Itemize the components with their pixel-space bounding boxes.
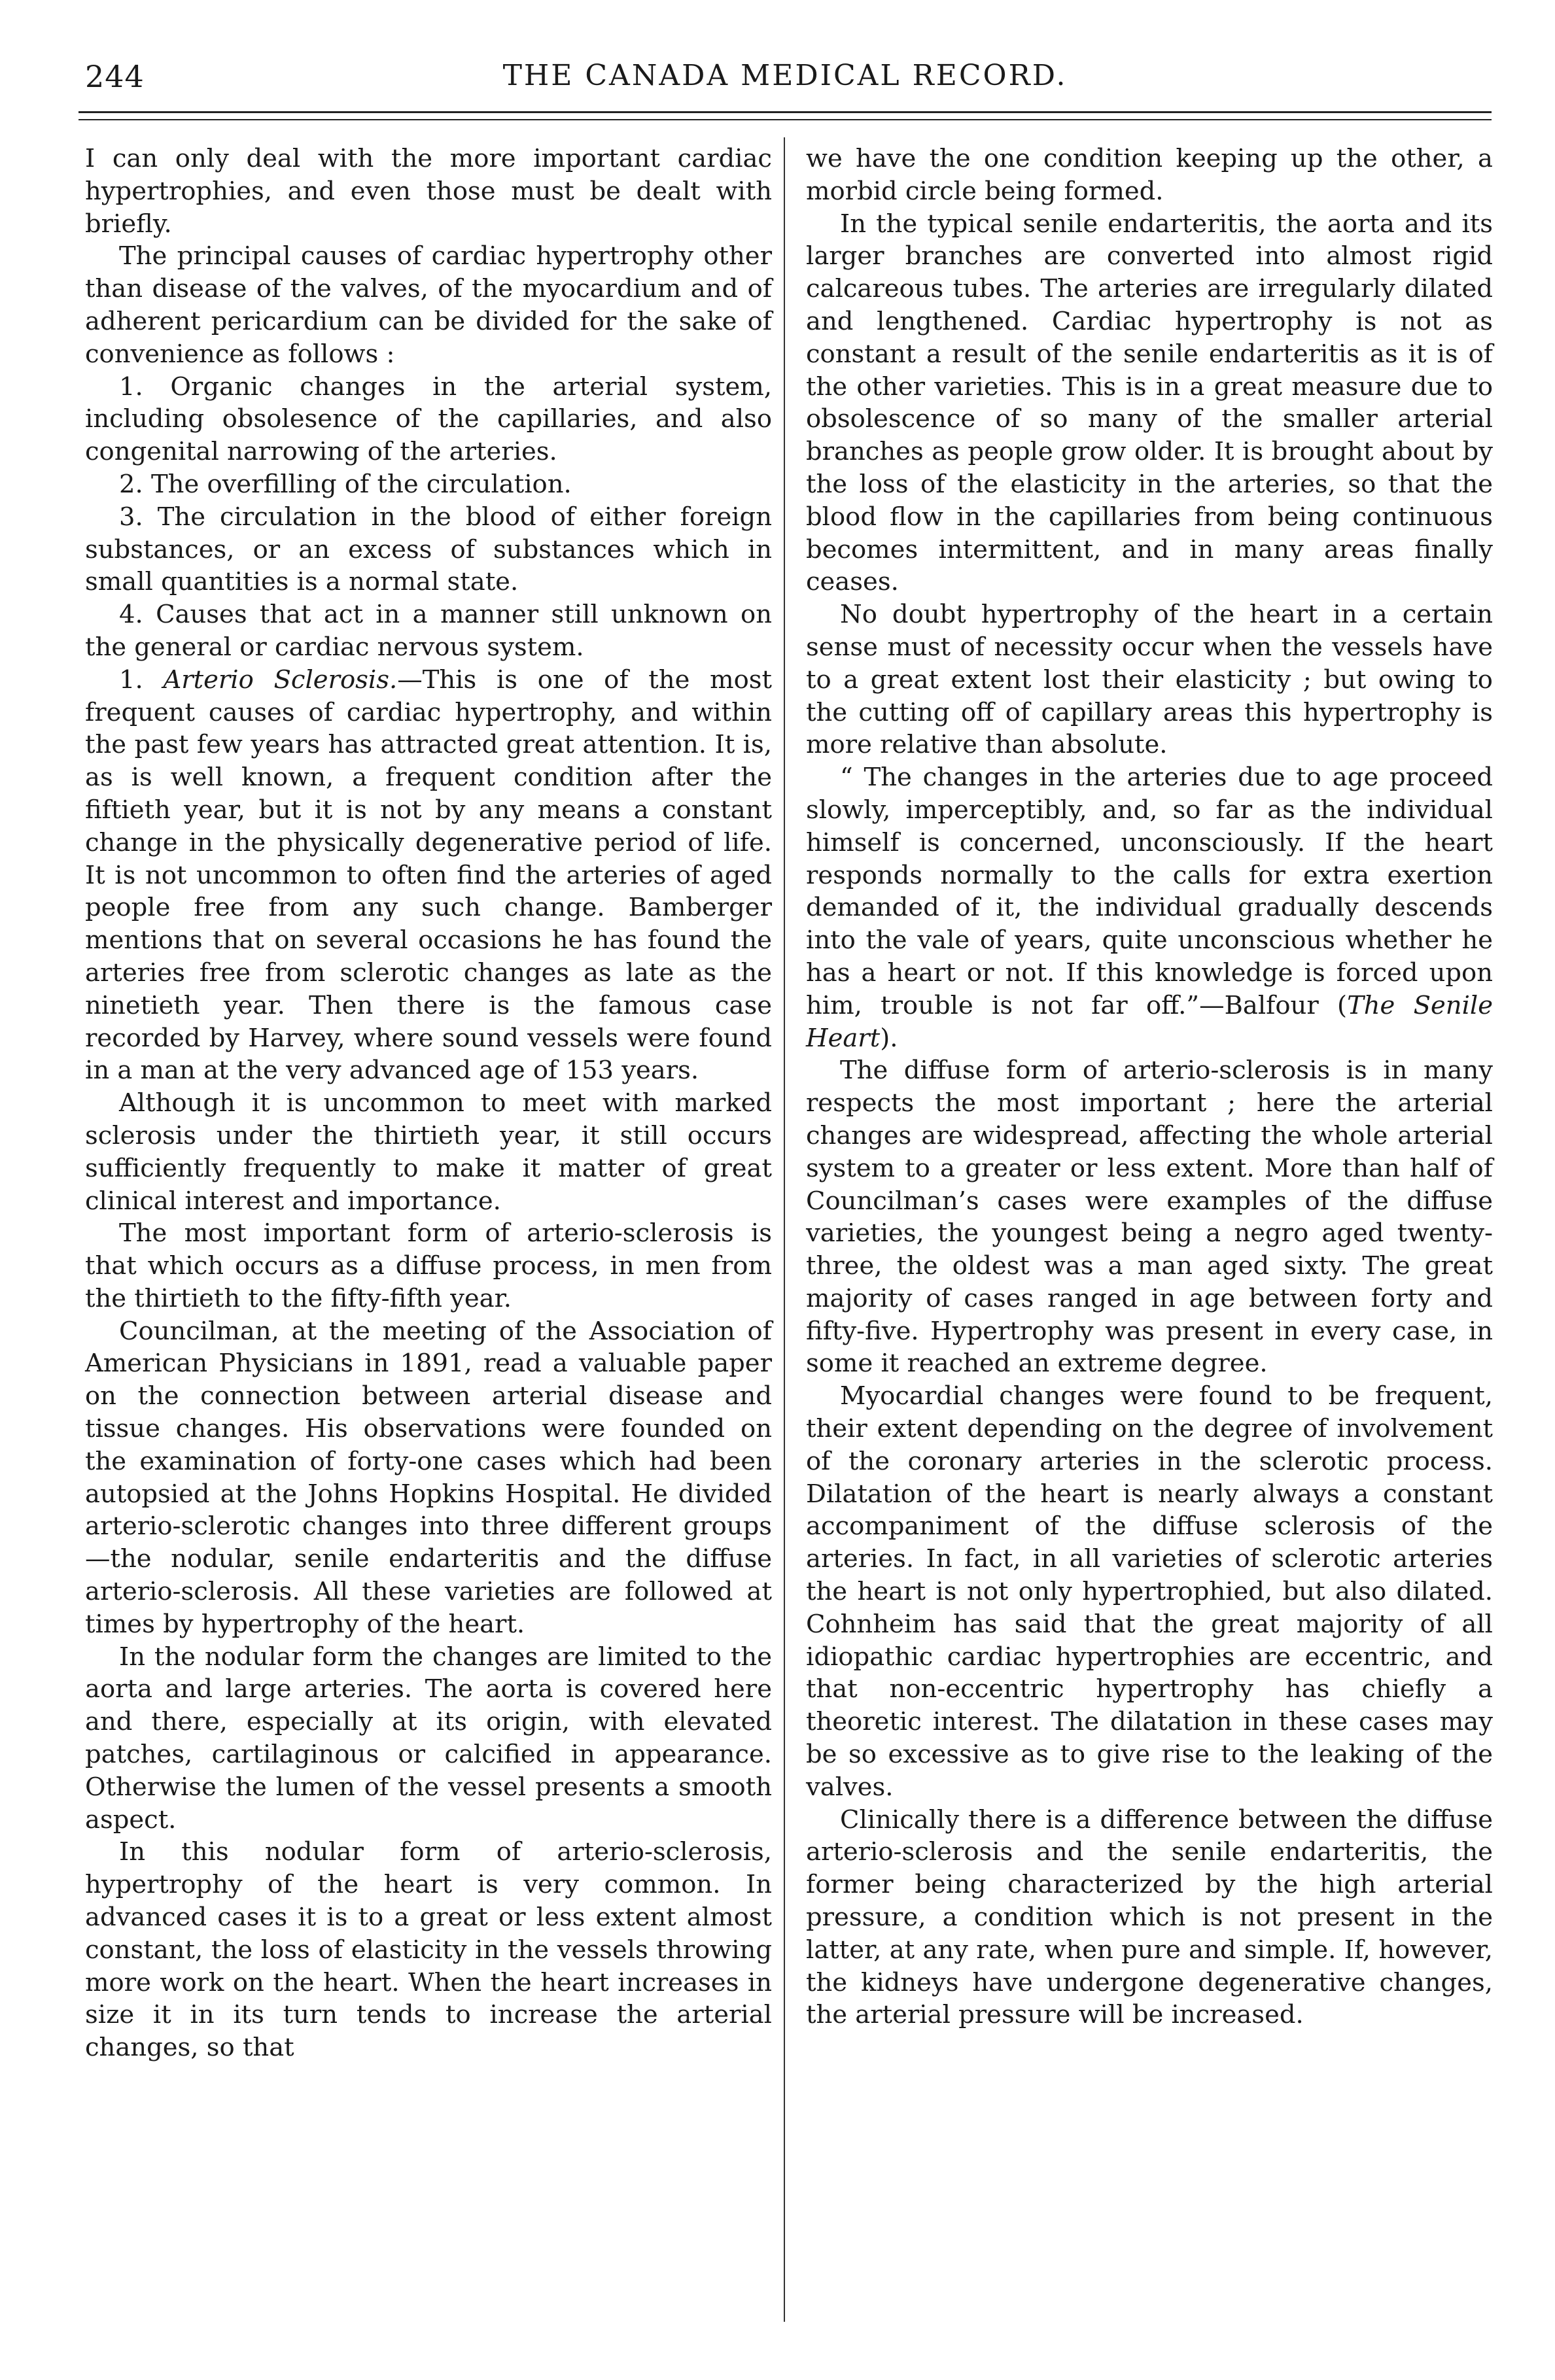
page-header bbox=[79, 59, 1492, 118]
paragraph: Clinically there is a difference between the diffuse arterio-sclerosis and the senile endarteritis, the former being characterized by the high arterial pressure, a condition which is not present in the latter, at any rate, when pure and simple. If, however, the kidneys have undergone degenerative changes, the arterial pressure will be increased. bbox=[806, 1804, 1493, 2030]
running-title: THE CANADA MEDICAL RECORD. bbox=[502, 59, 1068, 92]
paragraph: In the nodular form the changes are limited to the aorta and large arteries. The aorta is covered here and there, especially at its origin, with elevated patches, cartilaginous or calcified in appearance. Otherwise the lumen of the vessel presents a smooth aspect. bbox=[85, 1642, 772, 1835]
paragraph: No doubt hypertrophy of the heart in a certain sense must of necessity occur when the vessels have to a great extent lost their elasticity ; but owing to the cutting off of capillary areas this hypertrophy is more relative than absolute. bbox=[806, 600, 1493, 760]
left-column bbox=[85, 143, 772, 2064]
paragraph: The principal causes of cardiac hypertrophy other than disease of the valves, of the myocardium and of adherent pericardium can be divided for the sake of convenience as follows : bbox=[85, 241, 772, 369]
paragraph: The diffuse form of arterio-sclerosis is in many respects the most important ; here the arterial changes are widespread, affecting the whole arterial system to a greater or less extent. More than half of Councilman’s cases were examples of the diffuse varieties, the youngest being a negro aged twenty-three, the oldest was a man aged sixty. The great majority of cases ranged in age between forty and fifty-five. Hypertrophy was present in every case, in some it reached an extreme degree. bbox=[806, 1056, 1493, 1379]
cited-title: The Senile Heart bbox=[806, 990, 1493, 1053]
paragraph bbox=[806, 761, 1493, 1054]
paragraph: 1. Arterio Sclerosis.—This is one of the most frequent causes of cardiac hypertrophy, and within the past few years has attracted great attention. It is, as is well known, a frequent condition after the fiftieth year, but it is not by any means a constant change in the physically degenerative period of life. It is not uncommon to often find the arteries of aged people free from any such change. Bamberger mentions that on several occasions he has found the arteries free from sclerotic changes as late as the ninetieth year. Then there is the famous case recorded by Harvey, where sound vessels were found in a man at the very advanced age of 153 years. bbox=[85, 664, 772, 1086]
paragraph: we have the one condition keeping up the other, a morbid circle being formed. bbox=[806, 144, 1493, 206]
paragraph: In the typical senile endarteritis, the aorta and its larger branches are converted into almost rigid calcareous tubes. The arteries are irregularly dilated and lengthened. Cardiac hypertrophy is not as constant a result of the senile endarteritis as it is of the other varieties. This is in a great measure due to obsolescence of so many of the smaller arterial branches as people grow older. It is brought about by the loss of the elasticity in the arteries, so that the blood flow in the capillaries from being continuous becomes intermittent, and in many areas finally ceases. bbox=[806, 209, 1493, 597]
quotation-close: ). bbox=[880, 1023, 898, 1053]
paragraph-text: —This is one of the most frequent causes of cardiac hypertrophy, and within the past few years has attracted great attention. It is, as is well known, a frequent condition after the fiftieth year, but it is not by any means a constant change in the physically degenerative period of life. It is not uncommon to often find the arteries of aged people free from any such change. Bamberger mentions that on several occasions he has found the arteries free from sclerotic changes as late as the ninetieth year. Then there is the famous case recorded by Harvey, where sound vessels were found in a man at the very advanced age of 153 years. bbox=[85, 664, 772, 1086]
paragraph: 2. The overfilling of the circulation. bbox=[119, 469, 572, 499]
paragraph: In this nodular form of arterio-sclerosis, hypertrophy of the heart is very common. In advanced cases it is to a great or less extent almost constant, the loss of elasticity in the vessels throwing more work on the heart. When the heart increases in size it in its turn tends to increase the arterial changes, so that bbox=[85, 1837, 772, 2063]
paragraph: Councilman, at the meeting of the Association of American Physicians in 1891, read a valuable paper on the connection between arterial disease and tissue changes. His observations were founded on the examination of forty-one cases which had been autopsied at the Johns Hopkins Hospital. He divided arterio-sclerotic changes into three different groups—the nodular, senile endarteritis and the diffuse arterio-sclerosis. All these varieties are followed at times by hypertrophy of the heart. bbox=[85, 1316, 772, 1639]
quotation-text: “ The changes in the arteries due to age proceed slowly, imperceptibly, and, so far as the individual himself is concerned, unconsciously. If the heart responds normally to the calls for extra exertion demanded of it, the individual gradually descends into the vale of years, quite unconscious whether he has a heart or not. If this knowledge is forced upon him, trouble is not far off.”—Balfour ( bbox=[806, 763, 1493, 1020]
right-column bbox=[806, 143, 1493, 2031]
header-rule-bottom bbox=[79, 119, 1492, 120]
paragraph: 4. Causes that act in a manner still unknown on the general or cardiac nervous system. bbox=[85, 600, 772, 662]
paragraph: 1. Organic changes in the arterial system, including obsolesence of the capillaries, and also congenital narrowing of the arteries. bbox=[85, 371, 772, 467]
paragraph: Myocardial changes were found to be frequent, their extent depending on the degree of involvement of the coronary arteries in the sclerotic process. Dilatation of the heart is nearly always a constant accompaniment of the diffuse sclerosis of the arteries. In fact, in all varieties of sclerotic arteries the heart is not only hypertrophied, but also dilated. Cohnheim has said that the great majority of all idiopathic cardiac hypertrophies are eccentric, and that non-eccentric hypertrophy has chiefly a theoretic interest. The dilatation in these cases may be so excessive as to give rise to the leaking of the valves. bbox=[806, 1381, 1493, 1802]
header-rule-top bbox=[79, 111, 1492, 113]
column-divider bbox=[784, 137, 785, 2322]
section-heading: Arterio Sclerosis. bbox=[163, 664, 398, 695]
paragraph: I can only deal with the more important cardiac hypertrophies, and even those must be dealt with briefly. bbox=[85, 144, 772, 239]
paragraph: 3. The circulation in the blood of either foreign substances, or an excess of substances which in small quantities is a normal state. bbox=[85, 502, 772, 597]
paragraph: Although it is uncommon to meet with marked sclerosis under the thirtieth year, it still occurs sufficiently frequently to make it matter of great clinical interest and importance. bbox=[85, 1088, 772, 1216]
paragraph: The most important form of arterio-sclerosis is that which occurs as a diffuse process, in men from the thirtieth to the fifty-fifth year. bbox=[85, 1218, 772, 1313]
page-number: 244 bbox=[85, 59, 145, 94]
